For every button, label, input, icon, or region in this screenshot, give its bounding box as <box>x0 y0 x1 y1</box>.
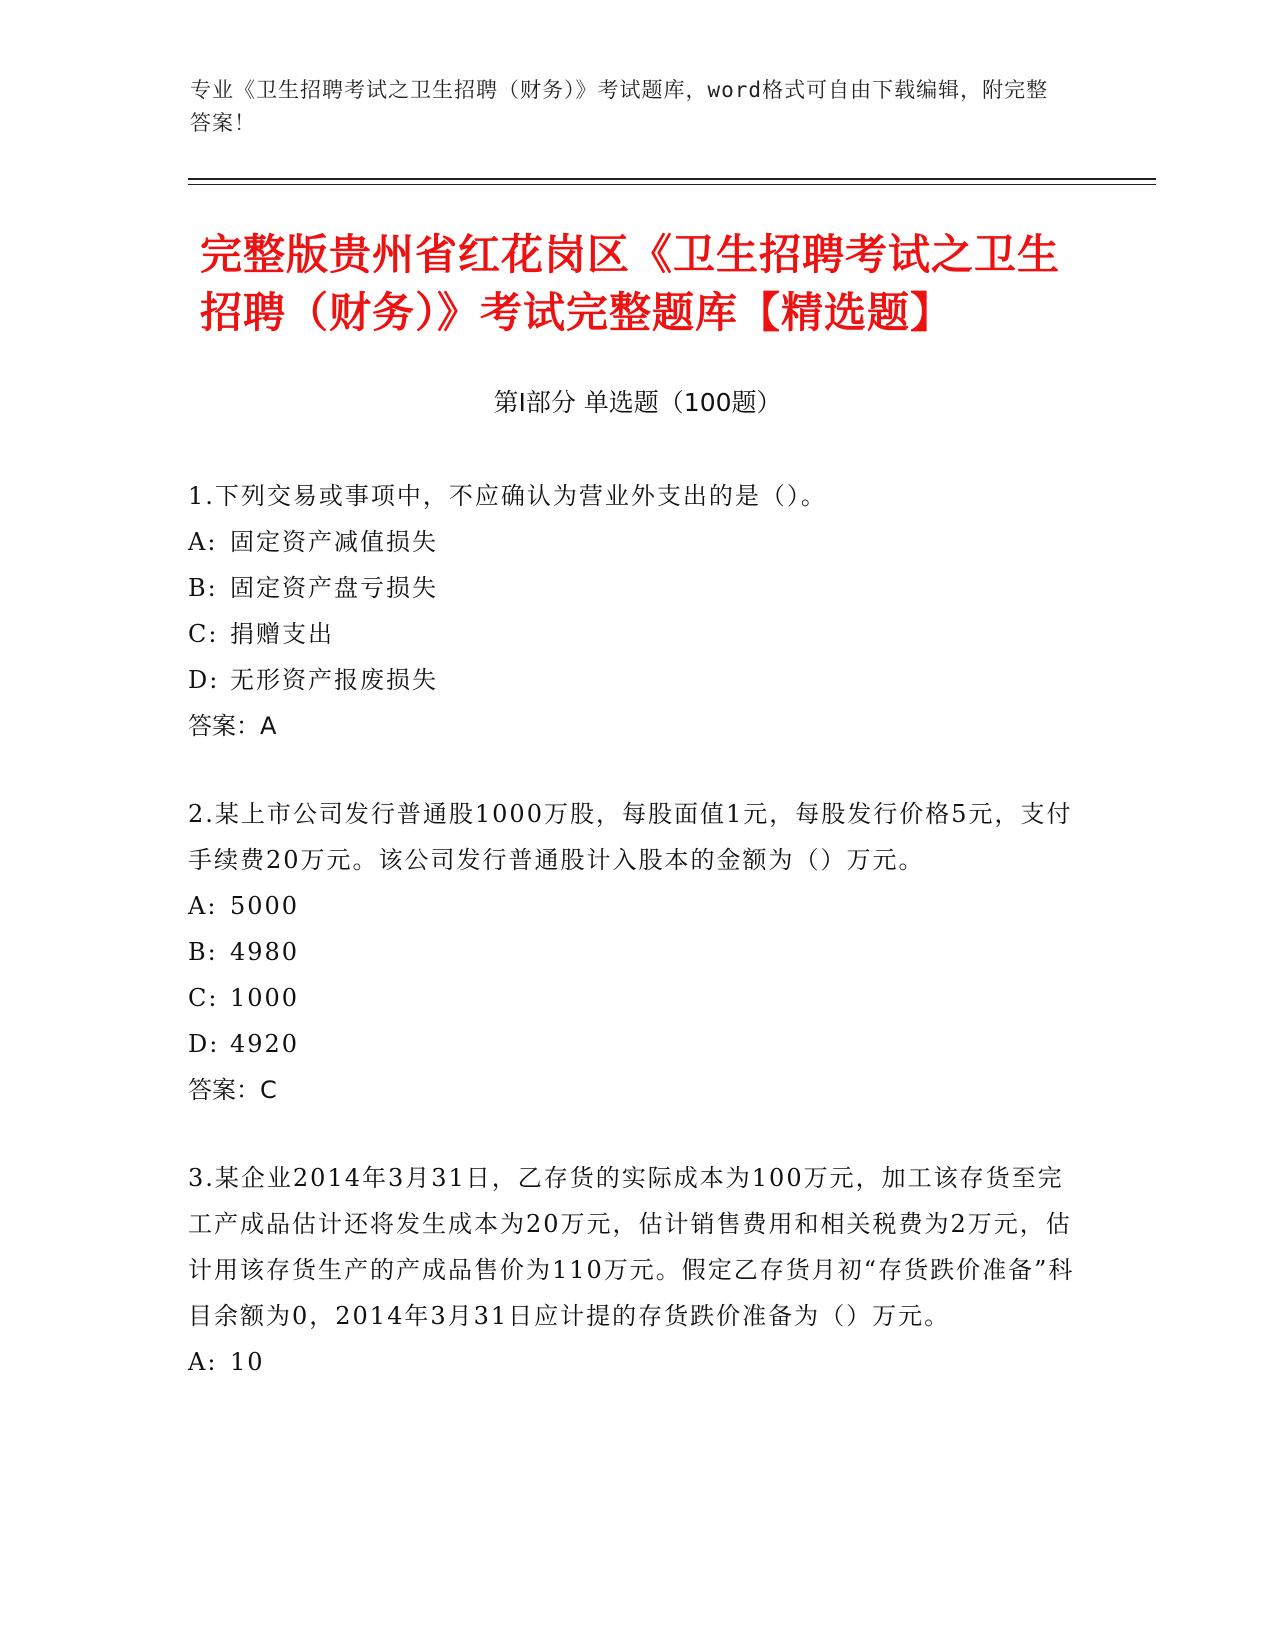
question-stem: 1.下列交易或事项中，不应确认为营业外支出的是（）。 <box>188 482 827 510</box>
option-text: 4980 <box>230 938 300 966</box>
option-d <box>188 657 1078 703</box>
option-text: 固定资产盘亏损失 <box>230 574 438 602</box>
option-letter: A: <box>188 528 218 556</box>
option-a <box>188 519 1078 565</box>
option-letter: D: <box>188 1030 220 1058</box>
option-text: 10 <box>230 1348 265 1376</box>
option-text: 1000 <box>230 984 300 1012</box>
option-text: 4920 <box>230 1030 300 1058</box>
document-title: 完整版贵州省红花岗区《卫生招聘考试之卫生招聘（财务）》考试完整题库【精选题】 <box>200 230 1061 337</box>
answer-line: 答案：A <box>188 712 277 740</box>
question-3 <box>188 1155 1078 1385</box>
option-letter: C: <box>188 620 219 648</box>
option-text: 无形资产报废损失 <box>230 666 438 694</box>
option-letter: B: <box>188 574 218 602</box>
question-2 <box>188 791 1078 1113</box>
option-letter: B: <box>188 938 218 966</box>
option-b <box>188 565 1078 611</box>
option-c <box>188 975 1078 1021</box>
question-list <box>188 473 1078 1427</box>
option-text: 5000 <box>230 892 300 920</box>
option-a <box>188 1339 1078 1385</box>
section-title: 第Ⅰ部分 单选题（100题） <box>493 388 782 417</box>
option-text: 固定资产减值损失 <box>230 528 438 556</box>
answer-line: 答案：C <box>188 1076 277 1104</box>
option-c <box>188 611 1078 657</box>
question-stem: 3.某企业2014年3月31日，乙存货的实际成本为100万元，加工该存货至完工产成品估计还将发生成本为20万元，估计销售费用和相关税费为2万元，估计用该存货生产的产成品售价为110万元。假定乙存货月初“存货跌价准备”科目余额为0，2014年3月31日应计提的存货跌价准备为（）万元。 <box>188 1164 1075 1330</box>
header-note: 专业《卫生招聘考试之卫生招聘（财务）》考试题库，word格式可自由下载编辑，附完整答案！ <box>190 78 1049 135</box>
option-a <box>188 883 1078 929</box>
question-1 <box>188 473 1078 749</box>
header-rule-thin <box>188 184 1156 185</box>
option-letter: C: <box>188 984 219 1012</box>
option-b <box>188 929 1078 975</box>
option-letter: A: <box>188 892 218 920</box>
option-d <box>188 1021 1078 1067</box>
header-rule-thick <box>188 178 1156 180</box>
question-stem: 2.某上市公司发行普通股1000万股，每股面值1元，每股发行价格5元，支付手续费20万元。该公司发行普通股计入股本的金额为（）万元。 <box>188 800 1073 874</box>
option-text: 捐赠支出 <box>230 620 334 648</box>
option-letter: D: <box>188 666 220 694</box>
option-letter: A: <box>188 1348 218 1376</box>
